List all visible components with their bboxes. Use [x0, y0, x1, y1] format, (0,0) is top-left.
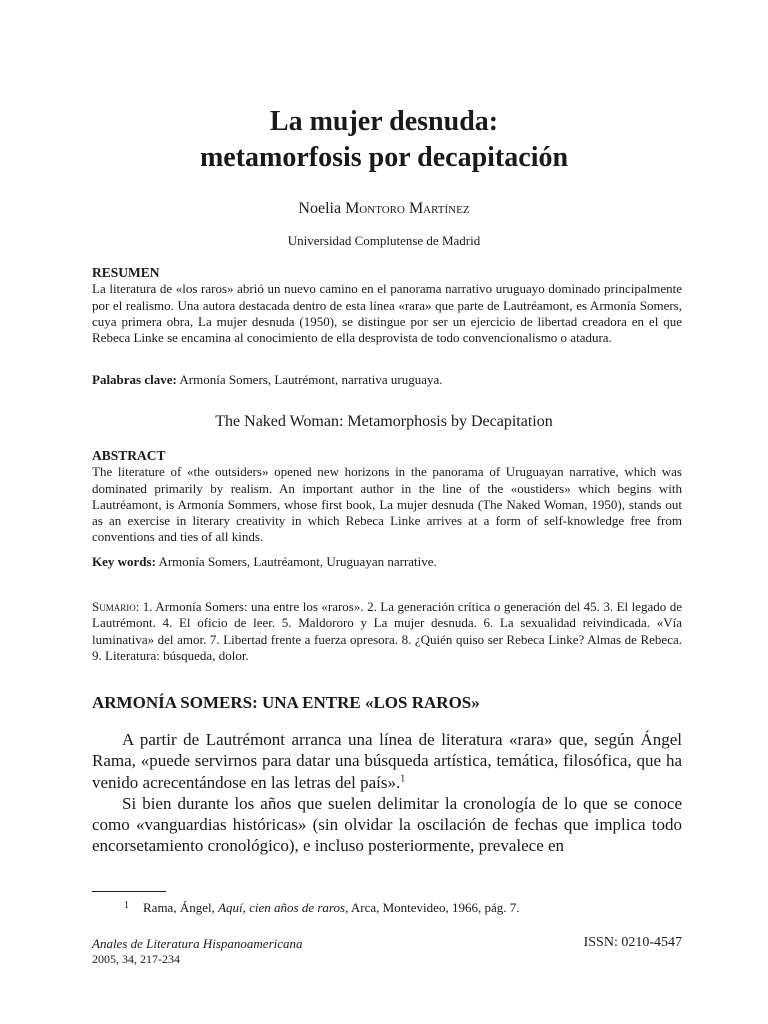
- footnote-number: 1: [124, 900, 129, 911]
- body-paragraph: [92, 793, 682, 857]
- english-title: The Naked Woman: Metamorphosis by Decapitation: [215, 413, 553, 430]
- title-line-2: metamorfosis por decapitación: [199, 142, 569, 173]
- footnote-reference: 1: [400, 772, 406, 784]
- key-words-text: Armonía Somers, Lautréamont, Uruguayan narrative.: [155, 554, 437, 569]
- body-paragraph: [92, 729, 682, 793]
- abstract-heading: ABSTRACT: [92, 448, 166, 463]
- author-first-name: Noelia: [298, 200, 346, 217]
- footnote-divider: [92, 891, 166, 892]
- palabras-clave: [92, 372, 682, 388]
- journal-volume: 2005, 34, 217-234: [92, 952, 180, 966]
- abstract-section: [92, 448, 682, 546]
- footnote-text-after: , Arca, Montevideo, 1966, pág. 7.: [345, 900, 520, 915]
- palabras-clave-text: Armonía Somers, Lautrémont, narrativa uruguaya.: [176, 372, 443, 387]
- article-title: [0, 104, 768, 176]
- paragraph-1-text: A partir de Lautrémont arranca una línea de literatura «rara» que, según Ángel Rama, «puede servirnos para datar una búsqueda artística, temática, filosófica, que ha venido acrecentándose en las letras del país».: [92, 730, 682, 792]
- author-name: [0, 200, 768, 218]
- palabras-clave-label: Palabras clave:: [92, 372, 177, 387]
- sumario-section: [92, 599, 682, 664]
- resumen-text: La literatura de «los raros» abrió un nuevo camino en el panorama narrativo uruguayo dominado principalmente por el realismo. Una autora destacada dentro de esta línea «rara» que parte de Lautréamont, es Armonía Somers, cuya primera obra, La mujer desnuda (1950), se distingue por ser un ejercicio de libertad creadora en el que Rebeca Linke se encamina al conocimiento de ella desprovista de todo convencionalismo o atadura.: [92, 281, 682, 346]
- resumen-section: [92, 265, 682, 346]
- title-line-1: La mujer desnuda:: [269, 106, 499, 137]
- journal-name: Anales de Literatura Hispanoamericana: [92, 936, 303, 951]
- abstract-text: The literature of «the outsiders» opened new horizons in the panorama of Uruguayan narrative, which was dominated primarily by realism. An important author in the line of the «oustiders» which begins with Lautréamont, is Armonía Sommers, whose first book, La mujer desnuda (The Naked Woman, 1950), stands out as an exercise in literary creativity in which Rebeca Linke arrives at a form of self-knowledge free from conventions and ties of all kinds.: [92, 464, 682, 545]
- resumen-heading: RESUMEN: [92, 265, 160, 280]
- footnote-book-title: Aquí, cien años de raros: [218, 900, 346, 915]
- body-text: [92, 729, 682, 857]
- section-heading: ARMONÍA SOMERS: UNA ENTRE «LOS RAROS»: [92, 693, 480, 712]
- footnote-text-before: Rama, Ángel,: [143, 900, 219, 915]
- journal-issn: ISSN: 0210-4547: [583, 935, 682, 950]
- sumario-text: : 1. Armonía Somers: una entre los «raros». 2. La generación crítica o generación del 45. 3. El legado de Lautrémont. 4. El oficio de leer. 5. Maldororo y La mujer desnuda. 6. La sexualidad reivindicada. «Vía luminativa» del amor. 7. Libertad frente a fuerza opresora. 8. ¿Quién quiso ser Rebeca Linke? Almas de Rebeca. 9. Literatura: búsqueda, dolor.: [92, 599, 682, 663]
- author-affiliation: Universidad Complutense de Madrid: [287, 233, 481, 248]
- footnote: [124, 900, 519, 916]
- key-words: [92, 554, 682, 570]
- sumario-label: Sumario: [92, 599, 136, 614]
- key-words-label: Key words:: [92, 554, 156, 569]
- author-last-name: Montoro Martínez: [345, 200, 470, 217]
- paragraph-2-text: Si bien durante los años que suelen delimitar la cronología de lo que se conoce como «vanguardias históricas» (sin olvidar la oscilación de fechas que implica todo encorsetamiento cronológico), e incluso posteriormente, prevalece en: [92, 793, 682, 856]
